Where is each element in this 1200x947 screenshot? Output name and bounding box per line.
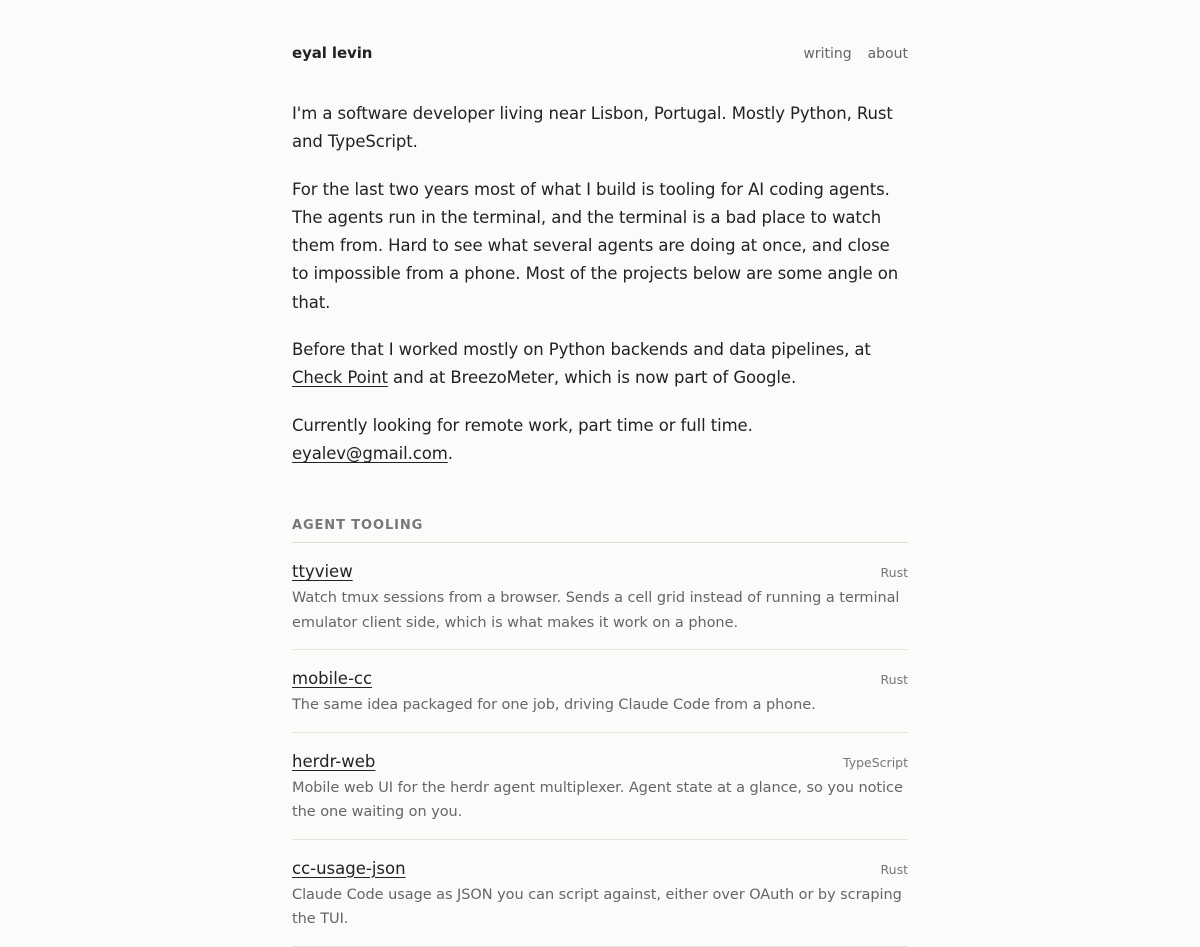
project-list	[292, 543, 908, 947]
intro-paragraph-contact	[292, 412, 908, 469]
project-description: Claude Code usage as JSON you can script against, either over OAuth or by scraping the TUI.	[292, 886, 902, 928]
check-point-link[interactable]: Check Point	[292, 368, 388, 388]
project-description: Mobile web UI for the herdr agent multiplexer. Agent state at a glance, so you notice the one waiting on you.	[292, 779, 903, 821]
background-text-end: and at BreezoMeter, which is now part of Google.	[387, 368, 797, 388]
project-item	[292, 543, 908, 650]
project-link[interactable]: ttyview	[292, 562, 353, 582]
project-language: Rust	[880, 861, 908, 877]
project-description: Watch tmux sessions from a browser. Sends a cell grid instead of running a terminal emulator client side, which is what makes it work on a phone.	[292, 590, 900, 631]
contact-text-end: .	[447, 443, 453, 463]
background-text-start: Before that I worked mostly on Python backends and data pipelines, at	[292, 340, 871, 360]
intro-paragraph-agents: For the last two years most of what I build is tooling for AI coding agents. The agents run in the terminal, and the terminal is a bad place to watch them from. Hard to see what several agents are doing at once, and close to impossible from a phone. Most of the projects below are some angle on that.	[292, 179, 899, 312]
project-language: TypeScript	[843, 754, 908, 770]
site-header	[292, 44, 908, 66]
intro-paragraph-background	[292, 336, 908, 393]
top-nav	[803, 46, 908, 62]
project-item	[292, 840, 908, 947]
site-name-link[interactable]: eyal levin	[292, 44, 373, 62]
project-language: Rust	[880, 565, 908, 581]
project-item	[292, 650, 908, 733]
nav-link-about[interactable]: about	[867, 46, 908, 62]
project-link[interactable]: mobile-cc	[292, 669, 373, 689]
intro-paragraph-location: I'm a software developer living near Lisbon, Portugal. Mostly Python, Rust and TypeScript.	[292, 104, 893, 152]
contact-text: Currently looking for remote work, part time or full time.	[292, 415, 753, 435]
project-item	[292, 733, 908, 840]
intro	[292, 100, 908, 468]
project-description: The same idea packaged for one job, driving Claude Code from a phone.	[292, 697, 816, 714]
nav-link-writing[interactable]: writing	[803, 46, 852, 62]
page	[292, 0, 908, 947]
project-link[interactable]: cc-usage-json	[292, 858, 406, 878]
project-language: Rust	[880, 672, 908, 688]
project-link[interactable]: herdr-web	[292, 751, 376, 771]
email-link[interactable]: eyalev@gmail.com	[292, 443, 448, 463]
section-title: AGENT TOOLING	[292, 518, 908, 543]
